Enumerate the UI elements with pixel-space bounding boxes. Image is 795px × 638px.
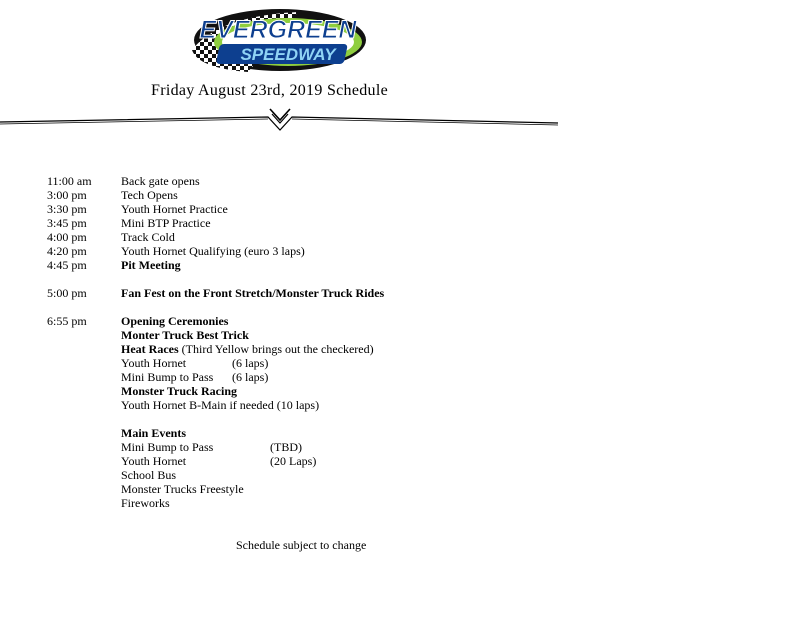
schedule-time: 4:45 pm (47, 258, 87, 272)
logo-text-evergreen: EVERGREEN (199, 16, 357, 44)
schedule-event: Opening Ceremonies (121, 314, 229, 328)
heat-name: Youth Hornet (121, 356, 187, 370)
schedule-time: 6:55 pm (47, 314, 87, 328)
main-event-row (121, 454, 317, 468)
schedule-time: 5:00 pm (47, 286, 87, 300)
schedule-event: Mini BTP Practice (121, 216, 211, 230)
main-events-heading: Main Events (121, 426, 187, 440)
main-event-name: Youth Hornet (121, 454, 187, 468)
schedule-time: 11:00 am (47, 174, 92, 188)
schedule-event: Youth Hornet Practice (121, 202, 228, 216)
heat-races-note: (Third Yellow brings out the checkered) (178, 342, 374, 356)
best-trick-heading: Monter Truck Best Trick (121, 328, 249, 342)
main-event-name: Monster Trucks Freestyle (121, 482, 244, 496)
page-title: Friday August 23rd, 2019 Schedule (151, 82, 388, 99)
schedule-event: Pit Meeting (121, 258, 181, 272)
b-main-line: Youth Hornet B-Main if needed (10 laps) (121, 398, 320, 412)
main-event-row (121, 482, 244, 496)
main-event-row (121, 440, 302, 454)
main-event-row (121, 496, 170, 510)
schedule-event: Tech Opens (121, 188, 178, 202)
decorative-divider (0, 106, 560, 132)
main-event-laps: (TBD) (270, 440, 302, 454)
heat-races-title: Heat Races (121, 342, 179, 356)
heat-name: Mini Bump to Pass (121, 370, 214, 384)
schedule-time: 4:20 pm (47, 244, 87, 258)
main-event-name: Mini Bump to Pass (121, 440, 214, 454)
schedule-event: Youth Hornet Qualifying (euro 3 laps) (121, 244, 305, 258)
heat-laps: (6 laps) (232, 356, 269, 370)
heat-laps: (6 laps) (232, 370, 269, 384)
main-event-name: Fireworks (121, 496, 170, 510)
heat-row (121, 356, 269, 370)
monster-racing-heading: Monster Truck Racing (121, 384, 237, 398)
evergreen-speedway-logo (188, 6, 368, 74)
main-event-name: School Bus (121, 468, 177, 482)
main-event-laps: (20 Laps) (270, 454, 317, 468)
footer-note: Schedule subject to change (236, 538, 367, 552)
main-event-row (121, 468, 176, 482)
schedule-event: Fan Fest on the Front Stretch/Monster Truck Rides (121, 286, 385, 300)
schedule-time: 4:00 pm (47, 230, 87, 244)
schedule-event: Back gate opens (121, 174, 200, 188)
schedule-event: Track Cold (121, 230, 175, 244)
heat-races-line (121, 342, 374, 356)
logo-text-speedway: SPEEDWAY (240, 45, 336, 64)
schedule-time: 3:00 pm (47, 188, 87, 202)
heat-row (121, 370, 269, 384)
schedule-time: 3:30 pm (47, 202, 87, 216)
schedule-time: 3:45 pm (47, 216, 87, 230)
